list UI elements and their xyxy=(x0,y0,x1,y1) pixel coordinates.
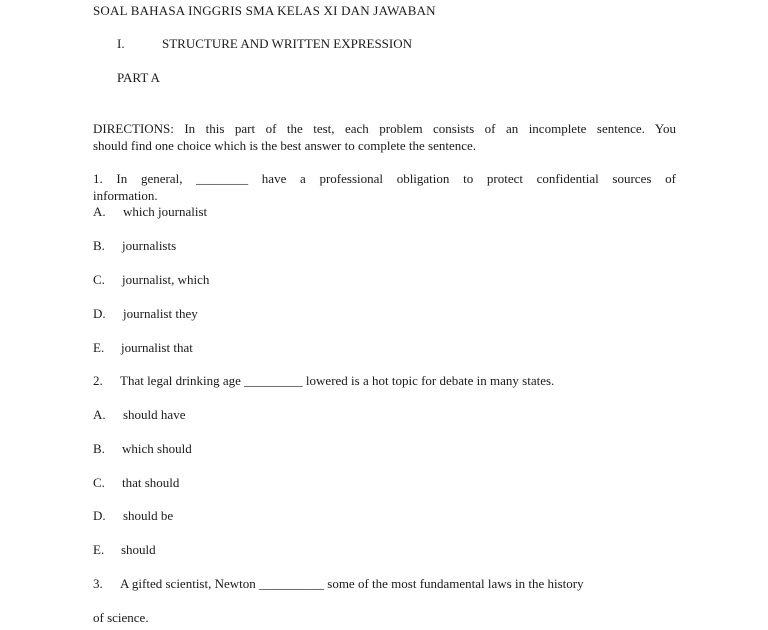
question-3-stem-continued: of science. xyxy=(93,610,149,625)
answer-blank: ________ xyxy=(196,171,249,186)
option-text: journalist that xyxy=(121,340,193,355)
option-letter: C. xyxy=(93,475,105,490)
option-text: should be xyxy=(123,508,174,523)
question-word: protect xyxy=(486,171,523,186)
question-text: That legal drinking age _________ lowered is a hot topic for debate in many states. xyxy=(120,373,555,388)
option-text: which journalist xyxy=(123,204,208,219)
question-1-stem-continued: information. xyxy=(93,188,158,203)
question-word: sources xyxy=(612,171,652,186)
option-text: journalist they xyxy=(123,306,198,321)
option-letter: A. xyxy=(93,407,106,422)
directions-line-1: DIRECTIONS: In this part of the test, each problem consists of an incomplete sentence. You xyxy=(93,121,676,136)
option-text: should xyxy=(121,542,156,557)
option-text: journalists xyxy=(122,238,177,253)
question-number: 1. xyxy=(93,171,103,186)
question-number: 2. xyxy=(93,373,103,388)
option-letter: E. xyxy=(93,340,105,355)
question-number: 3. xyxy=(93,576,103,591)
question-text: A gifted scientist, Newton __________ some of the most fundamental laws in the history xyxy=(120,576,584,591)
question-word: obligation xyxy=(396,171,450,186)
part-heading: PART A xyxy=(117,70,160,85)
option-letter: D. xyxy=(93,508,106,523)
option-letter: A. xyxy=(93,204,106,219)
question-word: professional xyxy=(319,171,384,186)
option-text: journalist, which xyxy=(122,272,210,287)
option-text: that should xyxy=(122,475,180,490)
section-number: I. xyxy=(117,36,125,51)
question-word: to xyxy=(463,171,474,186)
option-text: should have xyxy=(123,407,186,422)
option-text: which should xyxy=(122,441,192,456)
section-title: STRUCTURE AND WRITTEN EXPRESSION xyxy=(162,36,413,51)
question-word: a xyxy=(300,171,306,186)
option-letter: E. xyxy=(93,542,105,557)
option-letter: C. xyxy=(93,272,105,287)
question-word: general, xyxy=(140,171,183,186)
option-letter: B. xyxy=(93,238,105,253)
question-word: In xyxy=(116,171,128,186)
question-1-stem xyxy=(93,171,676,187)
document-title: SOAL BAHASA INGGRIS SMA KELAS XI DAN JAWABAN xyxy=(93,3,436,18)
option-letter: B. xyxy=(93,441,105,456)
question-word: confidential xyxy=(536,171,599,186)
option-letter: D. xyxy=(93,306,106,321)
directions-line-2: should find one choice which is the best answer to complete the sentence. xyxy=(93,138,477,153)
question-word: of xyxy=(665,171,676,186)
question-word: have xyxy=(261,171,287,186)
